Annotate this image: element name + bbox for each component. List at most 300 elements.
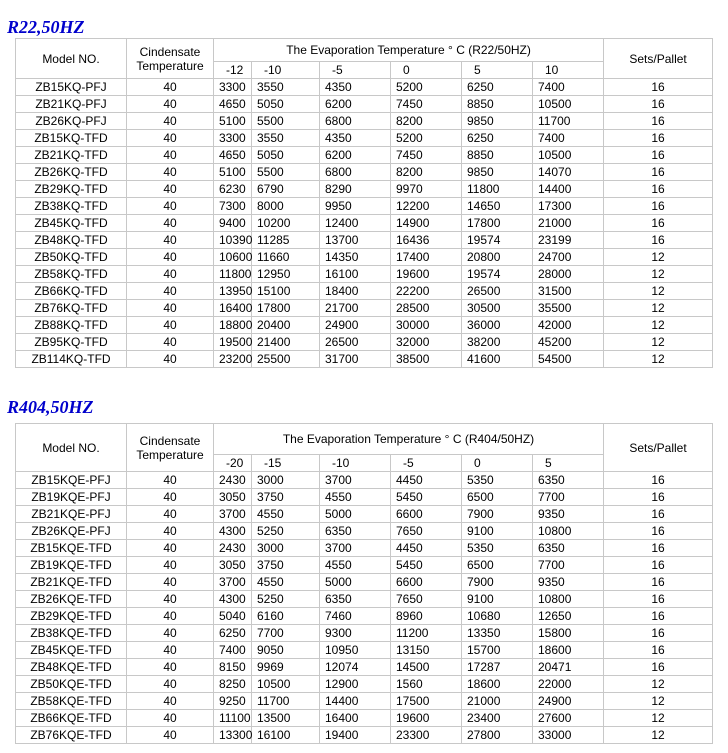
- table-row: [16, 710, 713, 727]
- table-row: [16, 266, 713, 283]
- temperature-column-header: -10: [252, 62, 320, 79]
- condensate-temperature-cell: 40: [127, 659, 214, 676]
- sets-per-pallet-cell: 12: [604, 300, 713, 317]
- capacity-cell: 7900: [462, 506, 533, 523]
- temperature-column-header: -12: [214, 62, 252, 79]
- capacity-cell: 4300: [214, 591, 252, 608]
- capacity-cell: 33000: [533, 727, 604, 744]
- model-cell: ZB45KQ-TFD: [16, 215, 127, 232]
- table-row: [16, 591, 713, 608]
- capacity-cell: 8200: [391, 113, 462, 130]
- table-row: [16, 489, 713, 506]
- capacity-cell: 45200: [533, 334, 604, 351]
- capacity-cell: 30500: [462, 300, 533, 317]
- capacity-cell: 12950: [252, 266, 320, 283]
- capacity-cell: 18600: [462, 676, 533, 693]
- sets-per-pallet-cell: 12: [604, 249, 713, 266]
- table-row: [16, 249, 713, 266]
- capacity-cell: 4650: [214, 96, 252, 113]
- model-cell: ZB21KQE-PFJ: [16, 506, 127, 523]
- capacity-cell: 19574: [462, 232, 533, 249]
- model-cell: ZB15KQ-TFD: [16, 130, 127, 147]
- model-cell: ZB50KQ-TFD: [16, 249, 127, 266]
- condensate-temperature-cell: 40: [127, 489, 214, 506]
- capacity-cell: 19600: [391, 710, 462, 727]
- model-cell: ZB15KQE-PFJ: [16, 472, 127, 489]
- sets-per-pallet-cell: 16: [604, 181, 713, 198]
- capacity-cell: 19400: [320, 727, 391, 744]
- capacity-cell: 30000: [391, 317, 462, 334]
- sets-per-pallet-cell: 12: [604, 283, 713, 300]
- r404-section-title: R404,50HZ: [7, 397, 94, 417]
- capacity-cell: 10800: [533, 523, 604, 540]
- capacity-cell: 4550: [252, 574, 320, 591]
- model-header: Model NO.: [16, 39, 127, 79]
- condensate-temperature-cell: 40: [127, 266, 214, 283]
- sets-per-pallet-cell: 16: [604, 472, 713, 489]
- capacity-cell: 14350: [320, 249, 391, 266]
- capacity-cell: 5250: [252, 523, 320, 540]
- capacity-cell: 20400: [252, 317, 320, 334]
- capacity-cell: 24900: [320, 317, 391, 334]
- capacity-cell: 28000: [533, 266, 604, 283]
- capacity-cell: 9400: [214, 215, 252, 232]
- capacity-cell: 9970: [391, 181, 462, 198]
- sets-per-pallet-cell: 16: [604, 489, 713, 506]
- condensate-temperature-cell: 40: [127, 727, 214, 744]
- condensate-temperature-cell: 40: [127, 232, 214, 249]
- capacity-cell: 4550: [320, 557, 391, 574]
- condensate-temperature-cell: 40: [127, 523, 214, 540]
- sets-per-pallet-cell: 12: [604, 710, 713, 727]
- capacity-cell: 18800: [214, 317, 252, 334]
- capacity-cell: 20800: [462, 249, 533, 266]
- capacity-cell: 23400: [462, 710, 533, 727]
- capacity-cell: 6200: [320, 96, 391, 113]
- condensate-temperature-cell: 40: [127, 215, 214, 232]
- capacity-cell: 16100: [320, 266, 391, 283]
- capacity-cell: 2430: [214, 540, 252, 557]
- capacity-cell: 31500: [533, 283, 604, 300]
- condensate-temperature-cell: 40: [127, 557, 214, 574]
- capacity-cell: 26500: [462, 283, 533, 300]
- condensate-temperature-cell: 40: [127, 113, 214, 130]
- capacity-cell: 22000: [533, 676, 604, 693]
- sets-per-pallet-cell: 12: [604, 351, 713, 368]
- capacity-cell: 9969: [252, 659, 320, 676]
- condensate-temperature-cell: 40: [127, 130, 214, 147]
- capacity-cell: 3050: [214, 489, 252, 506]
- capacity-cell: 8200: [391, 164, 462, 181]
- capacity-cell: 38500: [391, 351, 462, 368]
- sets-per-pallet-cell: 16: [604, 232, 713, 249]
- capacity-cell: 21400: [252, 334, 320, 351]
- table-row: [16, 642, 713, 659]
- capacity-cell: 5350: [462, 540, 533, 557]
- capacity-cell: 4450: [391, 472, 462, 489]
- sets-per-pallet-cell: 12: [604, 693, 713, 710]
- capacity-cell: 5200: [391, 79, 462, 96]
- capacity-cell: 5100: [214, 164, 252, 181]
- capacity-cell: 7450: [391, 147, 462, 164]
- sets-per-pallet-cell: 12: [604, 727, 713, 744]
- capacity-cell: 7300: [214, 198, 252, 215]
- table-row: [16, 625, 713, 642]
- capacity-cell: 11800: [462, 181, 533, 198]
- condensate-temperature-cell: 40: [127, 317, 214, 334]
- model-cell: ZB26KQE-TFD: [16, 591, 127, 608]
- capacity-cell: 10390: [214, 232, 252, 249]
- r22-table-body: [16, 79, 713, 368]
- table-row: [16, 540, 713, 557]
- table-row: [16, 557, 713, 574]
- capacity-cell: 8250: [214, 676, 252, 693]
- model-cell: ZB38KQE-TFD: [16, 625, 127, 642]
- capacity-cell: 32000: [391, 334, 462, 351]
- capacity-cell: 1560: [391, 676, 462, 693]
- capacity-cell: 12400: [320, 215, 391, 232]
- capacity-cell: 16400: [214, 300, 252, 317]
- capacity-cell: 9350: [533, 506, 604, 523]
- capacity-cell: 3550: [252, 130, 320, 147]
- table-row: [16, 676, 713, 693]
- sets-per-pallet-cell: 16: [604, 574, 713, 591]
- capacity-cell: 19600: [391, 266, 462, 283]
- condensate-temperature-cell: 40: [127, 540, 214, 557]
- capacity-cell: 6200: [320, 147, 391, 164]
- capacity-cell: 19574: [462, 266, 533, 283]
- capacity-cell: 6350: [320, 523, 391, 540]
- table-row: [16, 317, 713, 334]
- capacity-cell: 23200: [214, 351, 252, 368]
- condensate-temperature-cell: 40: [127, 198, 214, 215]
- capacity-cell: 7700: [252, 625, 320, 642]
- condensate-temperature-cell: 40: [127, 642, 214, 659]
- sets-per-pallet-cell: 16: [604, 642, 713, 659]
- capacity-cell: 14500: [391, 659, 462, 676]
- condensate-temperature-cell: 40: [127, 574, 214, 591]
- model-cell: ZB76KQE-TFD: [16, 727, 127, 744]
- temperature-column-header: -5: [391, 455, 462, 472]
- model-cell: ZB48KQE-TFD: [16, 659, 127, 676]
- table-row: [16, 232, 713, 249]
- condensate-temperature-cell: 40: [127, 96, 214, 113]
- capacity-cell: 5200: [391, 130, 462, 147]
- model-cell: ZB15KQ-PFJ: [16, 79, 127, 96]
- sets-per-pallet-cell: 16: [604, 147, 713, 164]
- capacity-cell: 3050: [214, 557, 252, 574]
- capacity-cell: 14070: [533, 164, 604, 181]
- capacity-cell: 5450: [391, 489, 462, 506]
- condensate-temperature-cell: 40: [127, 710, 214, 727]
- capacity-cell: 7700: [533, 489, 604, 506]
- capacity-cell: 8850: [462, 96, 533, 113]
- sets-per-pallet-cell: 16: [604, 506, 713, 523]
- capacity-cell: 9100: [462, 591, 533, 608]
- capacity-cell: 17300: [533, 198, 604, 215]
- sets-per-pallet-cell: 16: [604, 625, 713, 642]
- capacity-cell: 8290: [320, 181, 391, 198]
- condensate-temperature-cell: 40: [127, 608, 214, 625]
- capacity-cell: 2430: [214, 472, 252, 489]
- capacity-cell: 4450: [391, 540, 462, 557]
- condensate-temperature-cell: 40: [127, 79, 214, 96]
- table-row: [16, 130, 713, 147]
- table-row: [16, 334, 713, 351]
- condensate-temperature-cell: 40: [127, 164, 214, 181]
- sets-per-pallet-cell: 16: [604, 164, 713, 181]
- model-cell: ZB29KQE-TFD: [16, 608, 127, 625]
- capacity-cell: 7650: [391, 523, 462, 540]
- capacity-cell: 5500: [252, 164, 320, 181]
- capacity-cell: 16436: [391, 232, 462, 249]
- capacity-cell: 16400: [320, 710, 391, 727]
- evaporation-temperature-header: The Evaporation Temperature ° C (R404/50HZ): [214, 424, 604, 455]
- capacity-cell: 5100: [214, 113, 252, 130]
- condensate-temperature-cell: 40: [127, 300, 214, 317]
- capacity-cell: 11285: [252, 232, 320, 249]
- capacity-cell: 16100: [252, 727, 320, 744]
- capacity-cell: 7400: [533, 130, 604, 147]
- model-cell: ZB19KQE-PFJ: [16, 489, 127, 506]
- model-cell: ZB66KQE-TFD: [16, 710, 127, 727]
- capacity-cell: 17800: [252, 300, 320, 317]
- capacity-cell: 3300: [214, 79, 252, 96]
- evaporation-temperature-header: The Evaporation Temperature ° C (R22/50HZ): [214, 39, 604, 62]
- capacity-cell: 14900: [391, 215, 462, 232]
- r404-table: [15, 423, 713, 744]
- capacity-cell: 18600: [533, 642, 604, 659]
- capacity-cell: 21000: [533, 215, 604, 232]
- capacity-cell: 9300: [320, 625, 391, 642]
- capacity-cell: 41600: [462, 351, 533, 368]
- table-row: [16, 147, 713, 164]
- capacity-cell: 6350: [320, 591, 391, 608]
- temperature-column-header: 5: [462, 62, 533, 79]
- capacity-cell: 4550: [320, 489, 391, 506]
- temperature-column-header: 5: [533, 455, 604, 472]
- capacity-cell: 13950: [214, 283, 252, 300]
- capacity-cell: 13300: [214, 727, 252, 744]
- model-cell: ZB29KQ-TFD: [16, 181, 127, 198]
- model-cell: ZB26KQ-TFD: [16, 164, 127, 181]
- capacity-cell: 22200: [391, 283, 462, 300]
- condensate-temperature-cell: 40: [127, 693, 214, 710]
- condensate-temperature-cell: 40: [127, 351, 214, 368]
- model-cell: ZB76KQ-TFD: [16, 300, 127, 317]
- capacity-cell: 15100: [252, 283, 320, 300]
- capacity-cell: 11700: [533, 113, 604, 130]
- table-row: [16, 181, 713, 198]
- table-row: [16, 574, 713, 591]
- table-row: [16, 351, 713, 368]
- capacity-cell: 13350: [462, 625, 533, 642]
- model-cell: ZB58KQ-TFD: [16, 266, 127, 283]
- capacity-cell: 13500: [252, 710, 320, 727]
- capacity-cell: 14400: [320, 693, 391, 710]
- r22-section-title: R22,50HZ: [7, 17, 85, 37]
- sets-per-pallet-cell: 16: [604, 523, 713, 540]
- capacity-cell: 7400: [533, 79, 604, 96]
- capacity-cell: 10680: [462, 608, 533, 625]
- sets-per-pallet-cell: 16: [604, 608, 713, 625]
- capacity-cell: 9250: [214, 693, 252, 710]
- capacity-cell: 5050: [252, 147, 320, 164]
- model-cell: ZB15KQE-TFD: [16, 540, 127, 557]
- capacity-cell: 13150: [391, 642, 462, 659]
- capacity-cell: 12074: [320, 659, 391, 676]
- capacity-cell: 12650: [533, 608, 604, 625]
- temperature-column-header: 10: [533, 62, 604, 79]
- capacity-cell: 6600: [391, 574, 462, 591]
- condensate-temperature-cell: 40: [127, 472, 214, 489]
- capacity-cell: 6250: [214, 625, 252, 642]
- capacity-cell: 11700: [252, 693, 320, 710]
- capacity-cell: 7460: [320, 608, 391, 625]
- capacity-cell: 5250: [252, 591, 320, 608]
- capacity-cell: 8150: [214, 659, 252, 676]
- capacity-cell: 5500: [252, 113, 320, 130]
- capacity-cell: 6600: [391, 506, 462, 523]
- table-row: [16, 727, 713, 744]
- model-header: Model NO.: [16, 424, 127, 472]
- table-row: [16, 164, 713, 181]
- sets-per-pallet-cell: 16: [604, 659, 713, 676]
- capacity-cell: 5000: [320, 574, 391, 591]
- model-cell: ZB88KQ-TFD: [16, 317, 127, 334]
- capacity-cell: 10200: [252, 215, 320, 232]
- sets-per-pallet-cell: 12: [604, 266, 713, 283]
- temperature-column-header: -15: [252, 455, 320, 472]
- capacity-cell: 9850: [462, 113, 533, 130]
- capacity-cell: 6250: [462, 79, 533, 96]
- capacity-cell: 6350: [533, 540, 604, 557]
- capacity-cell: 36000: [462, 317, 533, 334]
- capacity-cell: 3700: [214, 574, 252, 591]
- capacity-cell: 15700: [462, 642, 533, 659]
- model-cell: ZB26KQE-PFJ: [16, 523, 127, 540]
- capacity-cell: 9350: [533, 574, 604, 591]
- capacity-cell: 17500: [391, 693, 462, 710]
- capacity-cell: 3550: [252, 79, 320, 96]
- capacity-cell: 31700: [320, 351, 391, 368]
- capacity-cell: 21000: [462, 693, 533, 710]
- model-cell: ZB21KQ-PFJ: [16, 96, 127, 113]
- capacity-cell: 12200: [391, 198, 462, 215]
- capacity-cell: 10500: [533, 96, 604, 113]
- capacity-cell: 25500: [252, 351, 320, 368]
- sets-per-pallet-cell: 12: [604, 676, 713, 693]
- capacity-cell: 7400: [214, 642, 252, 659]
- capacity-cell: 28500: [391, 300, 462, 317]
- capacity-cell: 27800: [462, 727, 533, 744]
- capacity-cell: 26500: [320, 334, 391, 351]
- sets-per-pallet-cell: 12: [604, 334, 713, 351]
- capacity-cell: 11100: [214, 710, 252, 727]
- capacity-cell: 27600: [533, 710, 604, 727]
- capacity-cell: 12900: [320, 676, 391, 693]
- capacity-cell: 8960: [391, 608, 462, 625]
- capacity-cell: 4550: [252, 506, 320, 523]
- model-cell: ZB19KQE-TFD: [16, 557, 127, 574]
- capacity-cell: 5450: [391, 557, 462, 574]
- temperature-column-header: -20: [214, 455, 252, 472]
- capacity-cell: 6160: [252, 608, 320, 625]
- capacity-cell: 6790: [252, 181, 320, 198]
- sets-per-pallet-cell: 12: [604, 317, 713, 334]
- capacity-cell: 10600: [214, 249, 252, 266]
- r404-table-body: [16, 472, 713, 744]
- table-row: [16, 506, 713, 523]
- capacity-cell: 6250: [462, 130, 533, 147]
- capacity-cell: 17400: [391, 249, 462, 266]
- table-row: [16, 198, 713, 215]
- capacity-cell: 7900: [462, 574, 533, 591]
- capacity-cell: 14400: [533, 181, 604, 198]
- capacity-cell: 6350: [533, 472, 604, 489]
- capacity-cell: 11660: [252, 249, 320, 266]
- sets-per-pallet-header: Sets/Pallet: [604, 39, 713, 79]
- capacity-cell: 6800: [320, 113, 391, 130]
- capacity-cell: 23199: [533, 232, 604, 249]
- r22-table: [15, 38, 713, 368]
- temperature-column-header: -5: [320, 62, 391, 79]
- table-row: [16, 113, 713, 130]
- capacity-cell: 6500: [462, 557, 533, 574]
- model-cell: ZB21KQE-TFD: [16, 574, 127, 591]
- capacity-cell: 6800: [320, 164, 391, 181]
- capacity-cell: 21700: [320, 300, 391, 317]
- capacity-cell: 5000: [320, 506, 391, 523]
- condensate-temperature-cell: 40: [127, 591, 214, 608]
- table-row: [16, 523, 713, 540]
- condensate-temperature-cell: 40: [127, 506, 214, 523]
- model-cell: ZB114KQ-TFD: [16, 351, 127, 368]
- capacity-cell: 4350: [320, 130, 391, 147]
- capacity-cell: 17800: [462, 215, 533, 232]
- capacity-cell: 10500: [533, 147, 604, 164]
- sets-per-pallet-cell: 16: [604, 591, 713, 608]
- condensate-temperature-cell: 40: [127, 625, 214, 642]
- sets-per-pallet-cell: 16: [604, 540, 713, 557]
- capacity-cell: 10800: [533, 591, 604, 608]
- capacity-cell: 23300: [391, 727, 462, 744]
- model-cell: ZB26KQ-PFJ: [16, 113, 127, 130]
- table-row: [16, 79, 713, 96]
- capacity-cell: 38200: [462, 334, 533, 351]
- capacity-cell: 3000: [252, 540, 320, 557]
- capacity-cell: 6500: [462, 489, 533, 506]
- capacity-cell: 10500: [252, 676, 320, 693]
- capacity-cell: 8850: [462, 147, 533, 164]
- capacity-cell: 7450: [391, 96, 462, 113]
- model-cell: ZB38KQ-TFD: [16, 198, 127, 215]
- sets-per-pallet-cell: 16: [604, 79, 713, 96]
- capacity-cell: 20471: [533, 659, 604, 676]
- temperature-column-header: -10: [320, 455, 391, 472]
- table-row: [16, 96, 713, 113]
- capacity-cell: 5040: [214, 608, 252, 625]
- capacity-cell: 3750: [252, 557, 320, 574]
- condensate-temperature-header: Cindensate Temperature: [127, 424, 214, 472]
- capacity-cell: 35500: [533, 300, 604, 317]
- capacity-cell: 9050: [252, 642, 320, 659]
- capacity-cell: 5050: [252, 96, 320, 113]
- temperature-column-header: 0: [391, 62, 462, 79]
- table-row: [16, 215, 713, 232]
- capacity-cell: 19500: [214, 334, 252, 351]
- table-row: [16, 608, 713, 625]
